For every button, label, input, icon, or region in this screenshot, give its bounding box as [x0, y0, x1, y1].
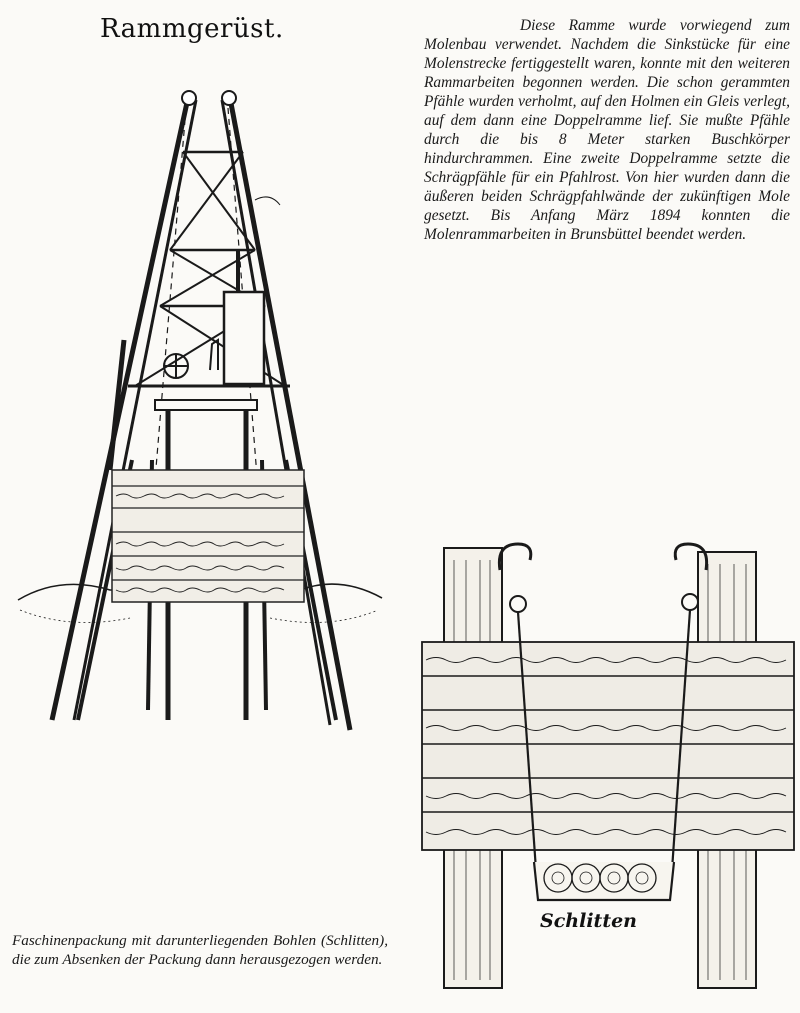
pile-driver-illustration: [0, 70, 400, 820]
page-title: Rammgerüst.: [100, 14, 284, 44]
body-paragraph: Diese Ramme wurde vorwiegend zum Molenbau verwendet. Nachdem die Sinkstücke für eine Molenstrecke fertiggestellt waren, konnte mit den weiteren Rammarbeiten begonnen werden. Die schon gerammten Pfähle wurden verholmt, auf den Holmen ein Gleis verlegt, auf dem dann eine Doppelramme lief. Sie mußte Pfähle durch die bis 8 Meter starken Buschkörper hindurchrammen. Eine zweite Doppelramme setzte die Schrägpfähle für ein Pfahlrost. Von hier wurden dann die äußeren beiden Schrägpfahlwände der zukünftigen Mole gesetzt. Bis Anfang März 1894 konnten die Molenrammarbeiten in Brunsbüttel beendet werden.: [424, 17, 790, 243]
schlitten-label: Schlitten: [540, 910, 637, 932]
figure-caption: Faschinenpackung mit darunterliegenden Bohlen (Schlitten), die zum Absenken der Packung dann herausgezogen werden.: [12, 932, 388, 968]
